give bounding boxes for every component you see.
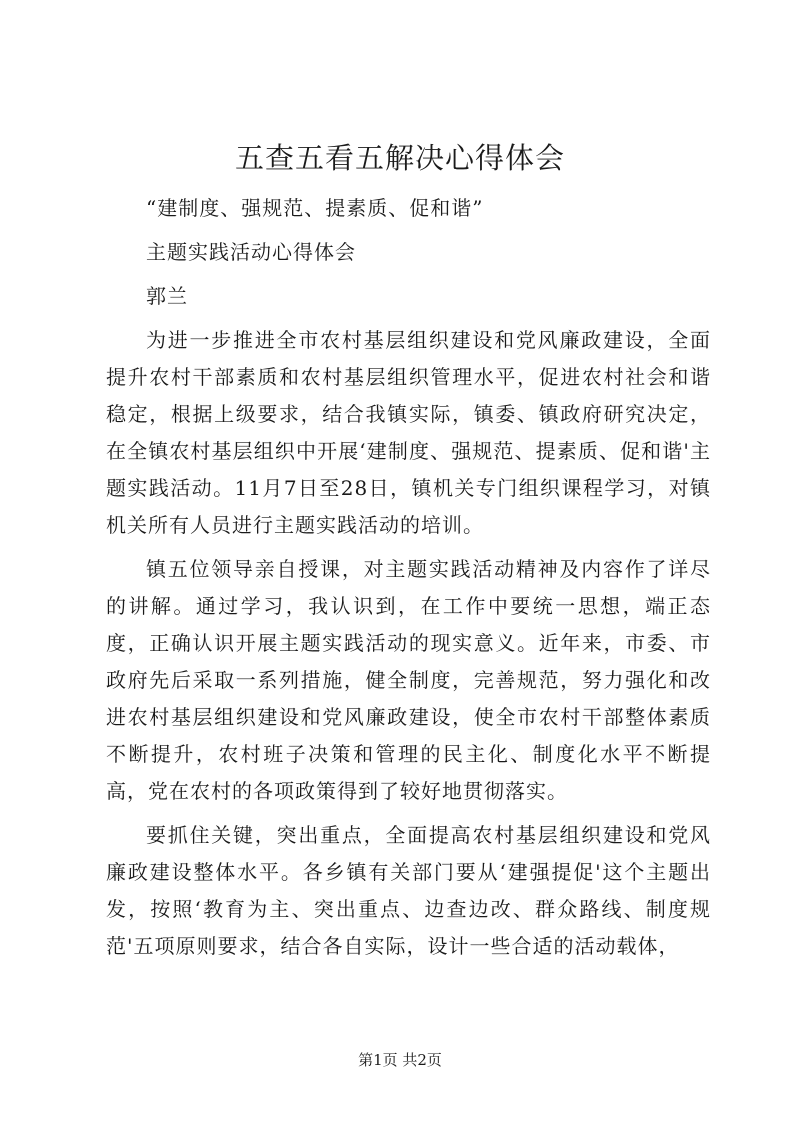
body-paragraph: 为进一步推进全市农村基层组织建设和党风廉政建设，全面提升农村干部素质和农村基层组织管理水平，促进农村社会和谐稳定，根据上级要求，结合我镇实际，镇委、镇政府研究决定，在全镇农村基层组织中开展‘建制度、强规范、提素质、促和谐'主题实践活动。11月7日至28日，镇机关专门组织课程学习，对镇机关所有人员进行主题实践活动的培训。 — [106, 328, 711, 537]
page-footer: 第1页 共2页 — [358, 1051, 442, 1069]
body-paragraph: 镇五位领导亲自授课，对主题实践活动精神及内容作了详尽的讲解。通过学习，我认识到，在工作中要统一思想，端正态度，正确认识开展主题实践活动的现实意义。近年来，市委、市政府先后采取一系列措施，健全制度，完善规范，努力强化和改进农村基层组织建设和党风廉政建设，使全市农村干部整体素质不断提升，农村班子决策和管理的民主化、制度化水平不断提高，党在农村的各项政策得到了较好地贯彻落实。 — [106, 557, 711, 803]
subtitle-line: 主题实践活动心得体会 — [146, 240, 356, 264]
subtitle-line: “建制度、强规范、提素质、促和谐” — [146, 196, 484, 220]
document-body — [106, 190, 711, 965]
document-title: 五查五看五解决心得体会 — [234, 141, 565, 175]
author-line: 郭兰 — [146, 284, 188, 308]
body-paragraph: 要抓住关键，突出重点，全面提高农村基层组织建设和党风廉政建设整体水平。各乡镇有关部门要从‘建强提促'这个主题出发，按照‘教育为主、突出重点、边查边改、群众路线、制度规范'五项原则要求，结合各自实际，设计一些合适的活动载体， — [106, 823, 711, 958]
